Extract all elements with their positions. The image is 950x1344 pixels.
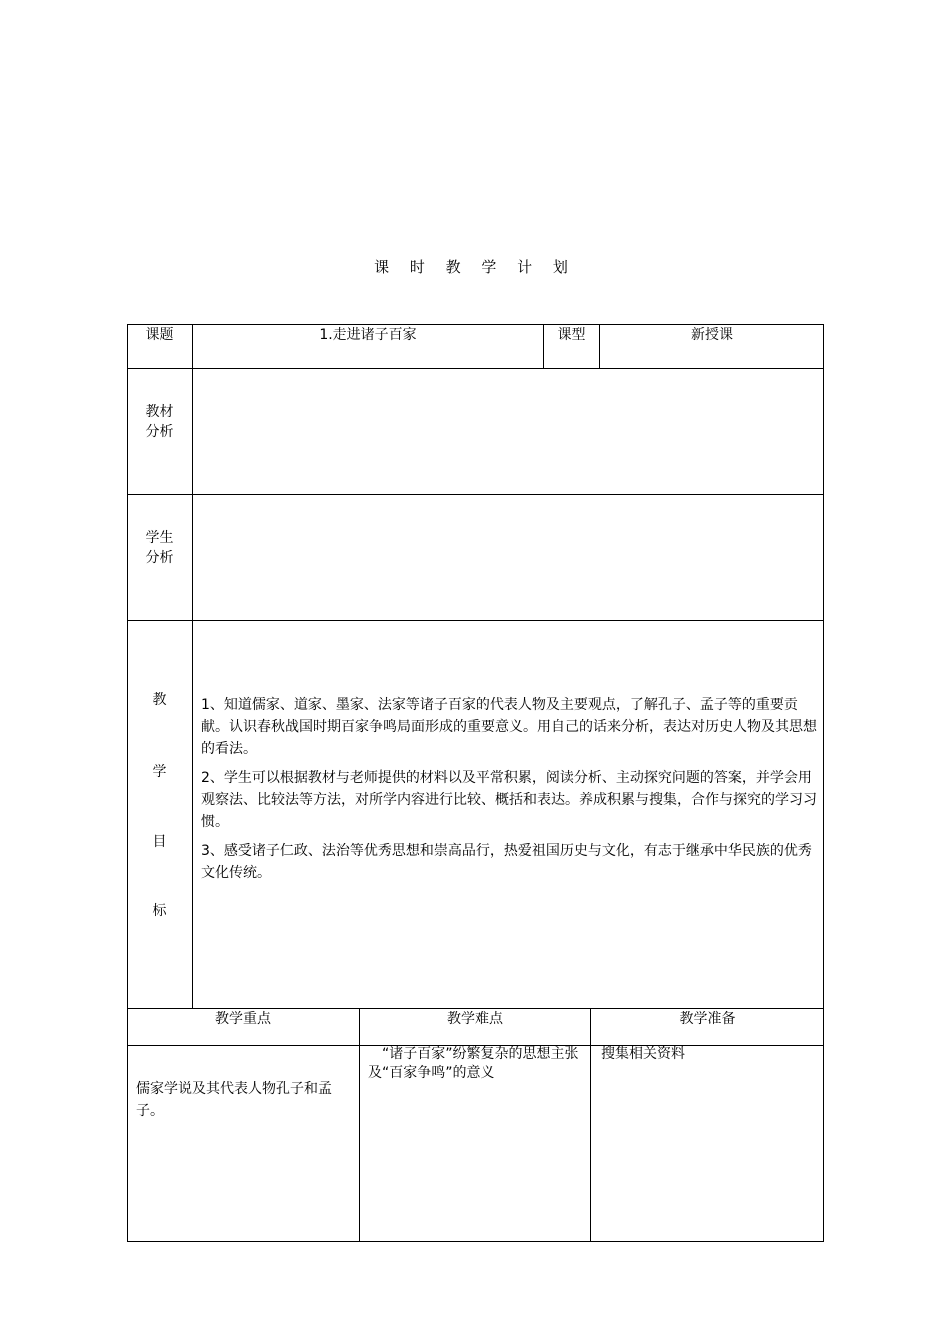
row-divider — [127, 620, 824, 621]
student-analysis-label-line1: 学生 — [145, 530, 174, 546]
objective-item-3: 3、感受诸子仁政、法治等优秀思想和崇高品行，热爱祖国历史与文化，有志于继承中华民族的优秀文化传统。 — [201, 843, 812, 881]
objectives-label-char: 标 — [152, 903, 167, 919]
key-points-header: 教学重点 — [215, 1011, 271, 1027]
objectives-label-char: 目 — [152, 834, 167, 850]
topic-label: 课题 — [145, 327, 174, 343]
col-divider — [192, 324, 193, 1008]
topic-value: 1.走进诸子百家 — [319, 327, 417, 343]
row-divider — [127, 494, 824, 495]
col-divider — [590, 1008, 591, 1242]
student-analysis-label-line2: 分析 — [145, 550, 174, 566]
objective-item-1: 1、知道儒家、道家、墨家、法家等诸子百家的代表人物及主要观点，了解孔子、孟子等的重要贡献。认识春秋战国时期百家争鸣局面形成的重要意义。用自己的话来分析，表达对历史人物及其思想的看法。 — [201, 697, 817, 757]
col-divider — [359, 1008, 360, 1242]
material-analysis-label-line2: 分析 — [145, 424, 174, 440]
preparation-header: 教学准备 — [679, 1011, 736, 1027]
preparation-value: 搜集相关资料 — [601, 1046, 685, 1062]
objectives-label-char: 教 — [152, 692, 167, 708]
type-label: 课型 — [557, 327, 586, 343]
difficulties-value: “诸子百家”纷繁复杂的思想主张及“百家争鸣”的意义 — [368, 1046, 579, 1081]
type-value: 新授课 — [691, 327, 733, 343]
row-divider — [127, 368, 824, 369]
page-title: 课 时 教 学 计 划 — [374, 258, 576, 276]
objectives-label-char: 学 — [152, 764, 167, 780]
difficulties-header: 教学难点 — [447, 1011, 503, 1027]
material-analysis-label-line1: 教材 — [145, 404, 174, 420]
key-points-value: 儒家学说及其代表人物孔子和孟子。 — [136, 1081, 332, 1119]
objective-item-2: 2、学生可以根据教材与老师提供的材料以及平常积累，阅读分析、主动探究问题的答案，并学会用观察法、比较法等方法，对所学内容进行比较、概括和表达。养成积累与搜集，合作与探究的学习习惯。 — [201, 770, 817, 830]
